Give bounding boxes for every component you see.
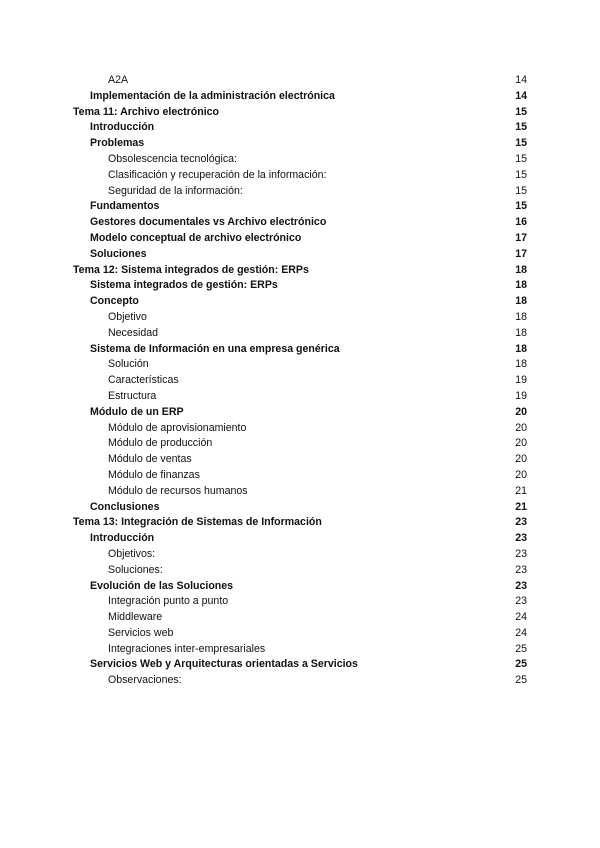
table-of-contents: [0, 73, 600, 689]
toc-entry-title: Clasificación y recuperación de la información:: [108, 168, 327, 181]
toc-entry-title: Concepto: [90, 295, 139, 308]
toc-entry[interactable]: [0, 294, 600, 310]
toc-entry-title: Implementación de la administración electrónica: [90, 89, 335, 102]
toc-entry[interactable]: [0, 547, 600, 563]
toc-entry-page-number: 20: [515, 437, 527, 450]
toc-entry-page-number: 20: [515, 421, 527, 434]
toc-entry-title: Sistema integrados de gestión: ERPs: [90, 279, 278, 292]
toc-entry[interactable]: [0, 73, 600, 89]
toc-entry-title: Evolución de las Soluciones: [90, 579, 234, 592]
toc-entry-page-number: 18: [515, 279, 527, 292]
toc-entry[interactable]: [0, 310, 600, 326]
toc-entry-title: Soluciones: [90, 247, 147, 260]
toc-entry-page-number: 24: [515, 611, 527, 624]
toc-entry[interactable]: [0, 642, 600, 658]
toc-entry[interactable]: [0, 657, 600, 673]
toc-entry-page-number: 21: [515, 484, 527, 497]
toc-entry-page-number: 18: [515, 310, 527, 323]
toc-entry-title: Fundamentos: [90, 200, 160, 213]
toc-entry-page-number: 19: [515, 389, 527, 402]
toc-entry-page-number: 19: [515, 374, 527, 387]
toc-entry-title: Obsolescencia tecnológica:: [108, 152, 237, 165]
toc-entry-page-number: 15: [515, 152, 527, 165]
toc-entry-title: Módulo de aprovisionamiento: [108, 421, 247, 434]
toc-entry[interactable]: [0, 199, 600, 215]
toc-entry-title: Problemas: [90, 137, 145, 150]
toc-entry[interactable]: [0, 579, 600, 595]
toc-entry[interactable]: [0, 105, 600, 121]
toc-entry-page-number: 15: [515, 168, 527, 181]
toc-entry[interactable]: [0, 626, 600, 642]
toc-entry[interactable]: [0, 89, 600, 105]
toc-entry-title: Introducción: [90, 121, 155, 134]
toc-entry[interactable]: [0, 436, 600, 452]
toc-entry[interactable]: [0, 168, 600, 184]
toc-entry-title: Características: [108, 374, 179, 387]
toc-entry[interactable]: [0, 152, 600, 168]
toc-entry-page-number: 17: [515, 247, 527, 260]
toc-entry-title: Módulo de ventas: [108, 453, 192, 466]
toc-entry[interactable]: [0, 326, 600, 342]
toc-entry[interactable]: [0, 136, 600, 152]
toc-entry-page-number: 23: [515, 563, 527, 576]
toc-entry-title: Middleware: [108, 611, 163, 624]
toc-entry[interactable]: [0, 184, 600, 200]
toc-entry[interactable]: [0, 500, 600, 516]
toc-entry-title: Sistema de Información en una empresa genérica: [90, 342, 340, 355]
toc-entry-title: Módulo de finanzas: [108, 468, 200, 481]
toc-entry[interactable]: [0, 263, 600, 279]
toc-entry-title: Necesidad: [108, 326, 159, 339]
toc-entry[interactable]: [0, 563, 600, 579]
toc-entry-title: Integraciones inter-empresariales: [108, 642, 266, 655]
toc-entry-title: Conclusiones: [90, 500, 160, 513]
toc-entry-page-number: 25: [515, 674, 527, 687]
toc-entry[interactable]: [0, 594, 600, 610]
toc-entry-title: Observaciones:: [108, 674, 182, 687]
toc-entry-page-number: 14: [515, 89, 527, 102]
toc-entry-title: Tema 12: Sistema integrados de gestión: ERPs: [73, 263, 309, 276]
toc-entry-page-number: 15: [515, 137, 527, 150]
toc-entry-title: Introducción: [90, 532, 155, 545]
toc-entry-title: Servicios web: [108, 626, 174, 639]
toc-entry-title: Módulo de un ERP: [90, 405, 184, 418]
toc-entry-page-number: 20: [515, 405, 527, 418]
toc-entry-title: Estructura: [108, 389, 157, 402]
toc-entry-page-number: 23: [515, 516, 527, 529]
toc-entry-title: Integración punto a punto: [108, 595, 229, 608]
toc-entry[interactable]: [0, 215, 600, 231]
toc-entry-page-number: 14: [515, 74, 527, 86]
toc-entry-page-number: 18: [515, 326, 527, 339]
toc-entry-page-number: 23: [515, 532, 527, 545]
toc-entry-title: Objetivo: [108, 310, 147, 323]
toc-entry-page-number: 17: [515, 231, 527, 244]
toc-entry[interactable]: [0, 405, 600, 421]
toc-entry-title: Objetivos:: [108, 547, 156, 560]
toc-entry-title: Modelo conceptual de archivo electrónico: [90, 231, 302, 244]
toc-entry-title: Soluciones:: [108, 563, 163, 576]
toc-entry[interactable]: [0, 247, 600, 263]
toc-entry-page-number: 15: [515, 105, 527, 118]
toc-entry-page-number: 18: [515, 358, 527, 371]
toc-entry-page-number: 20: [515, 468, 527, 481]
toc-entry[interactable]: [0, 610, 600, 626]
toc-entry[interactable]: [0, 120, 600, 136]
toc-entry-page-number: 24: [515, 626, 527, 639]
toc-entry-page-number: 23: [515, 547, 527, 560]
toc-entry-title: Servicios Web y Arquitecturas orientadas a Servicios: [90, 658, 358, 671]
toc-entry[interactable]: [0, 673, 600, 689]
toc-entry-page-number: 20: [515, 453, 527, 466]
toc-entry[interactable]: [0, 342, 600, 358]
toc-entry[interactable]: [0, 231, 600, 247]
toc-entry-title: Tema 13: Integración de Sistemas de Información: [73, 516, 322, 529]
toc-entry-page-number: 23: [515, 595, 527, 608]
toc-entry-page-number: 16: [515, 216, 527, 229]
toc-entry-page-number: 18: [515, 342, 527, 355]
toc-entry-page-number: 18: [515, 295, 527, 308]
toc-entry[interactable]: [0, 484, 600, 500]
toc-entry-page-number: 15: [515, 121, 527, 134]
toc-entry[interactable]: [0, 468, 600, 484]
toc-entry-page-number: 15: [515, 200, 527, 213]
toc-entry-page-number: 25: [515, 658, 527, 671]
toc-entry[interactable]: [0, 357, 600, 373]
toc-entry-title: Módulo de producción: [108, 437, 213, 450]
toc-entry[interactable]: [0, 531, 600, 547]
toc-entry[interactable]: [0, 515, 600, 531]
toc-entry-page-number: 25: [515, 642, 527, 655]
toc-entry-title: Solución: [108, 358, 149, 371]
toc-entry-page-number: 21: [515, 500, 527, 513]
toc-entry[interactable]: [0, 278, 600, 294]
toc-entry-title: Módulo de recursos humanos: [108, 484, 248, 497]
toc-entry[interactable]: [0, 421, 600, 437]
toc-entry[interactable]: [0, 373, 600, 389]
toc-entry[interactable]: [0, 452, 600, 468]
toc-entry-title: A2A: [108, 74, 129, 86]
toc-entry-page-number: 15: [515, 184, 527, 197]
toc-entry-page-number: 18: [515, 263, 527, 276]
toc-entry-title: Tema 11: Archivo electrónico: [73, 105, 220, 118]
toc-entry-page-number: 23: [515, 579, 527, 592]
toc-entry-title: Seguridad de la información:: [108, 184, 243, 197]
toc-entry-title: Gestores documentales vs Archivo electrónico: [90, 216, 327, 229]
toc-entry[interactable]: [0, 389, 600, 405]
